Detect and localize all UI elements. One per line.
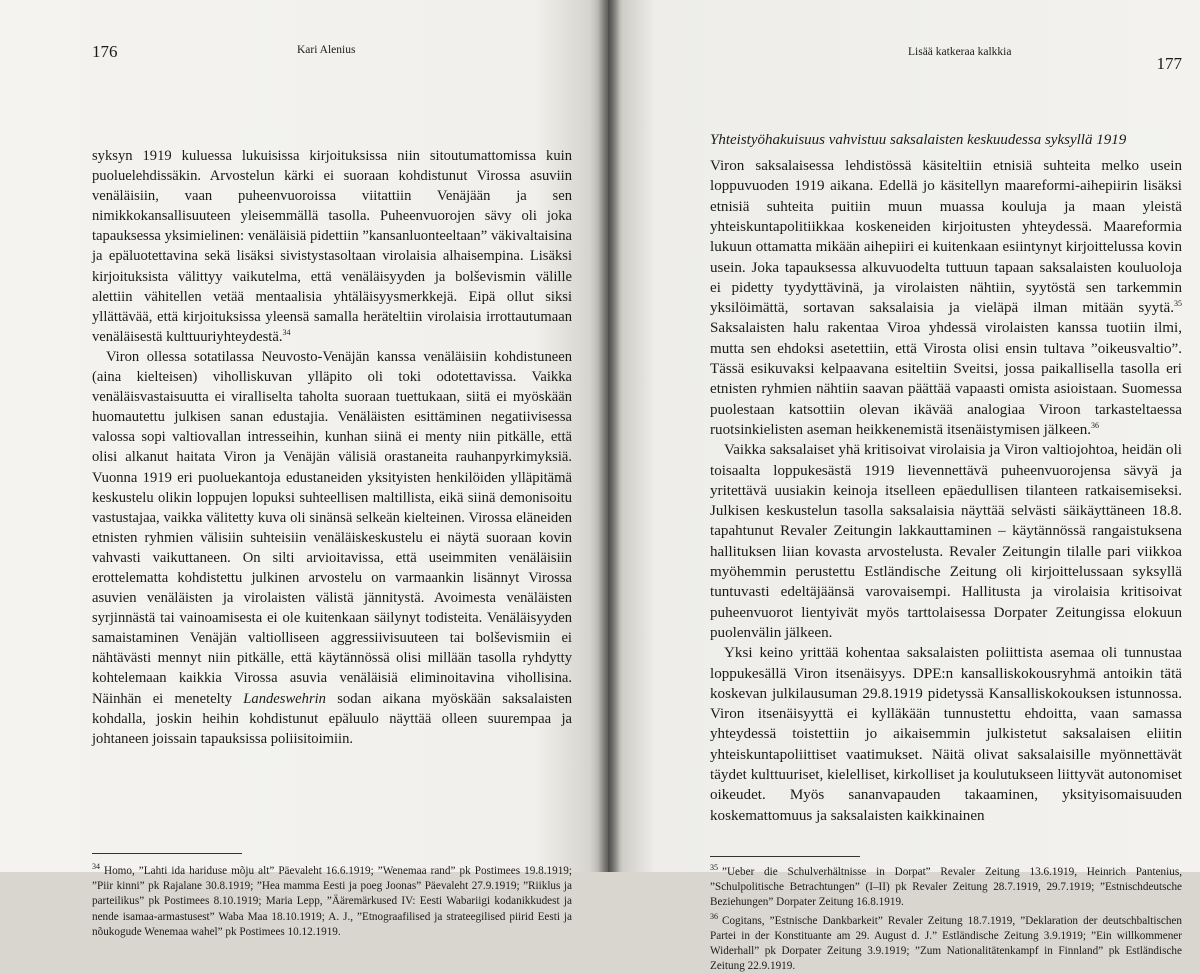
book-gutter-shadow: [598, 0, 620, 872]
paragraph-text: Vaikka saksalaiset yhä kritisoivat virolaisia ja Viron valtiojohtoa, heidän oli toisaalta loppukesästä 1919 lievennettävä puheenvuorojensa sävyä ja yritettävä uusiakin keinoja itselleen epäedullisen tilanteen ratkaisemiseksi. Julkisen keskustelun tasolla saksalaisia näyttää selvästi säikäyttäneen 18.8. tapahtunut Revaler Zeitungin lakkauttaminen – käytännössä rangaistuksena hallituksen liian kovasta arvostelusta. Revaler Zeitungin tilalle pari viikkoa myöhemmin perustettu Estländische Zeitung oli kirjoittelussaan syksyllä tuntuvasti edeltäjäänsä varovaisempi. Hallitusta ja virolaisia kritisoivat puheenvuorot lientyivät myös tarttolaisessa Dorpater Zeitungissa elokuun puolenvälin jälkeen.: [710, 442, 1182, 641]
footnote: [92, 864, 572, 940]
body-text: [710, 130, 1182, 826]
left-page-header: [92, 42, 572, 82]
footnote: [710, 865, 1182, 911]
left-page: [0, 0, 608, 872]
paragraph: [710, 643, 1182, 826]
footnote-ref: 34: [282, 328, 290, 337]
paragraph-text: Saksalaisten halu rakentaa Viroa yhdessä virolaisten kanssa tuotiin ilmi, mutta sen ehdoksi asetettiin, että Virosta olisi ensin tultava ”oikeusvaltio”. Tässä esikuvaksi kelpaavana esiteltiin Sveitsi, jossa paikallisella tasolla eri etnisten ryhmien nähtiin saavan päättää vapaasti omista asioistaan. Suomessa puolestaan katsottiin olevan ikävää analogiaa Viroon tarkasteltaessa ruotsinkielisten aseman heikkenemistä itsenäistymisen jälkeen.: [710, 320, 1182, 437]
footnote-text: Cogitans, ”Estnische Dankbarkeit” Revaler Zeitung 18.7.1919, ”Deklaration der deutschbaltischen Partei in der Konstituante am 29. August d. J.” Estländische Zeitung 3.9.1919; ”Ein willkommener Widerhall” pk Dorpater Zeitung 3.9.1919; ”Zum Nationalitätenkampf in Finnland” pk Estländische Zeitung 22.9.1919.: [710, 915, 1182, 973]
paragraph-text: syksyn 1919 kuluessa lukuisissa kirjoituksissa niin sitoutumattomissa kuin puoluelehdissäkin. Arvostelun kärki ei suoraan kohdistunut Virossa asuviin venäläisiin, vaan puheenvuoroissa viitattiin Venäjään ja sen nimikkokansallisuuteen yleisemmällä tasolla. Puheenvuorojen sävy oli joka tapauksessa yksimielinen: venäläisiä pidettiin ”kansanluonteeltaan” väkivaltaisina ja epäluotettavina sekä lisäksi sivistystasoltaan virolaisia alhaisempina. Lisäksi kirjoituksista välittyy vaikutelma, että venäläisyyden ja bolševismin välille alettiin vähitellen vetää mentaalisia yhtäläisyysmerkkejä. Eipä ollut siksi yllättävää, että kirjoituksissa yleensä samalla heräteltiin virolaisia irrottautumaan venäläisestä kulttuuriyhteydestä.: [92, 148, 572, 345]
paragraph-text: Yksi keino yrittää kohentaa saksalaisten poliittista asemaa oli tunnustaa loppukesällä Viron itsenäisyys. DPE:n kansalliskokousryhmä antoikin tätä koskevan julkilausuman 29.8.1919 pidetyssä Kansalliskokouksen istunnossa. Viron itsenäisyyttä ei kylläkään tunnustettu ehdoitta, vaan samassa yhteydessä toistettiin jo aikaisemmin julkistetut saksalaisen eliitin yhteiskuntapoliittiset vaatimukset. Näitä olivat saksalaisille myönnettävät täydet kulttuuriset, kielelliset, kirkolliset ja koulutukseen liittyvät autonomiset oikeudet. Myös sananvapauden takaaminen, yksityisomaisuuden koskemattomuus ja saksalaisten kaikkinainen: [710, 645, 1182, 823]
right-page-header: [710, 42, 1182, 82]
footnote-number: 34: [92, 862, 100, 871]
section-title: Yhteistyöhakuisuus vahvistuu saksalaisten keskuudessa syksyllä 1919: [710, 130, 1182, 150]
footnote-text: Homo, ”Lahti ida hariduse mõju alt” Päevaleht 16.6.1919; ”Wenemaa rand” pk Postimees 19.8.1919; ”Piir kinni” pk Rajalane 30.8.1919; ”Hea mamma Eesti ja poeg Joonas” Päevaleht 27.9.1919; ”Riiklus ja parteilikus” pk Postimees 8.10.1919; Maria Lepp, ”Ääremärkused IV: Eesti Wabariigi kodanikkudest ja nende isamaa-armastusest” Waba Maa 18.10.1919; A. J., ”Etnograafilised ja strateegilised piirid Eesti ja nõukogude Wenemaa wahel” pk Postimees 10.12.1919.: [92, 865, 572, 938]
italic-term: Landeswehrin: [243, 691, 326, 707]
running-head: Kari Alenius: [297, 44, 355, 56]
footnote-text: ”Ueber die Schulverhältnisse in Dorpat” Revaler Zeitung 13.6.1919, Heinrich Pantenius, ”Schulpolitische Betrachtungen” (I–II) pk Revaler Zeitung 28.7.1919, 29.7.1919; ”Estnischdeutsche Beziehungen” Dorpater Zeitung 16.8.1919.: [710, 866, 1182, 908]
body-text: [92, 146, 572, 749]
footnote-number: 36: [710, 912, 718, 921]
paragraph-text: Viron ollessa sotatilassa Neuvosto-Venäjän kanssa venäläisiin kohdistuneen (aina kielteisen) viholliskuvan ylläpito oli toki odotettavissa. Vaikka venäläisvastaisuutta ei viralliselta taholta suoraan tuettukaan, siitä ei myöskään huomautettu julkisen sanan edustajia. Venäläisten esittäminen negatiivisessa valossa sopi valtiovallan intresseihin, kunhan siinä ei menty niin pitkälle, että olisi alkanut haitata Viron ja Venäjän välisiä orastaneita rauhanpyrkimyksiä. Vuonna 1919 eri puoluekantoja edustaneiden yksityisten henkilöiden ylläpitämä keskustelu olikin loppujen lopuksi suhteellisen maltillista, eikä siinä demonisoitu vastustajaa, vaikka välitetty kuva oli sinänsä selkeän kielteinen. Virossa eläneiden etnisten ryhmien välisiin suhteisiin venäläiskeskustelu ei näytä suoraan kovin vahvasti vaikuttaneen. On silti arvioitavissa, että useimmiten venäläisiin erottelematta kohdistettu julkinen arvostelu on varmaankin lisännyt Virossa asuvien venäläisten ja virolaisten välistä jännitystä. Avoimesta venäläisten syrjinnästä tai vainoamisesta ei ole kuitenkaan säilynyt todisteita. Venäläisyyden samaistaminen Venäjän valtiolliseen aggressiivisuuteen tai bolševismiin ei nähtävästi mennyt niin pitkälle, että käytännössä olisi millään tasolla ryhdytty kohtelemaan kaikkia Virossa asuvia venäläisiä eliminoitavina vihollisina. Näinhän ei menetelty: [92, 349, 572, 707]
page-number: 176: [92, 42, 118, 62]
paragraph: [710, 156, 1182, 440]
footnote-rule: [92, 853, 242, 854]
footnote-ref: 36: [1091, 421, 1099, 430]
footnote-number: 35: [710, 863, 718, 872]
footnote-rule: [710, 856, 860, 857]
running-head: Lisää katkeraa kalkkia: [908, 46, 1011, 58]
paragraph-text: Viron saksalaisessa lehdistössä käsiteltiin etnisiä suhteita melko usein loppuvuoden 1919 aikana. Edellä jo käsitellyn maareformi-aihepiirin lisäksi etnisiä suhteita puitiin muun muassa kouluja ja maan yleistä yhteiskuntapolitiikkaa koskeneiden kirjoitusten yhteydessä. Maareformia lukuun ottamatta mikään aihepiiri ei kuitenkaan esiintynyt kirjoittelussa kovin usein. Joka tapauksessa alkuvuodelta tuttuun tapaan saksalaisten kouluoloja ei pidetty tyydyttävinä, ja virolaisten nähtiin, syytöstä sen tarkemmin yksilöimättä, sortavan saksalaisia ja vieläpä ilman mitään syytä.: [710, 158, 1182, 316]
page-number: 177: [1157, 54, 1183, 74]
paragraph: [92, 146, 572, 347]
paragraph: [710, 440, 1182, 643]
paragraph: [92, 347, 572, 749]
right-page: [608, 0, 1200, 872]
paragraph-text: sodan aikana myöskään saksalaisten kohdalla, joskin heihin kohdistunut epäluulo näyttää olleen suurempaa ja johtaneen joissain tapauksissa poliisitoimiin.: [92, 691, 572, 747]
footnote: [710, 914, 1182, 974]
footnote-ref: 35: [1174, 299, 1182, 308]
